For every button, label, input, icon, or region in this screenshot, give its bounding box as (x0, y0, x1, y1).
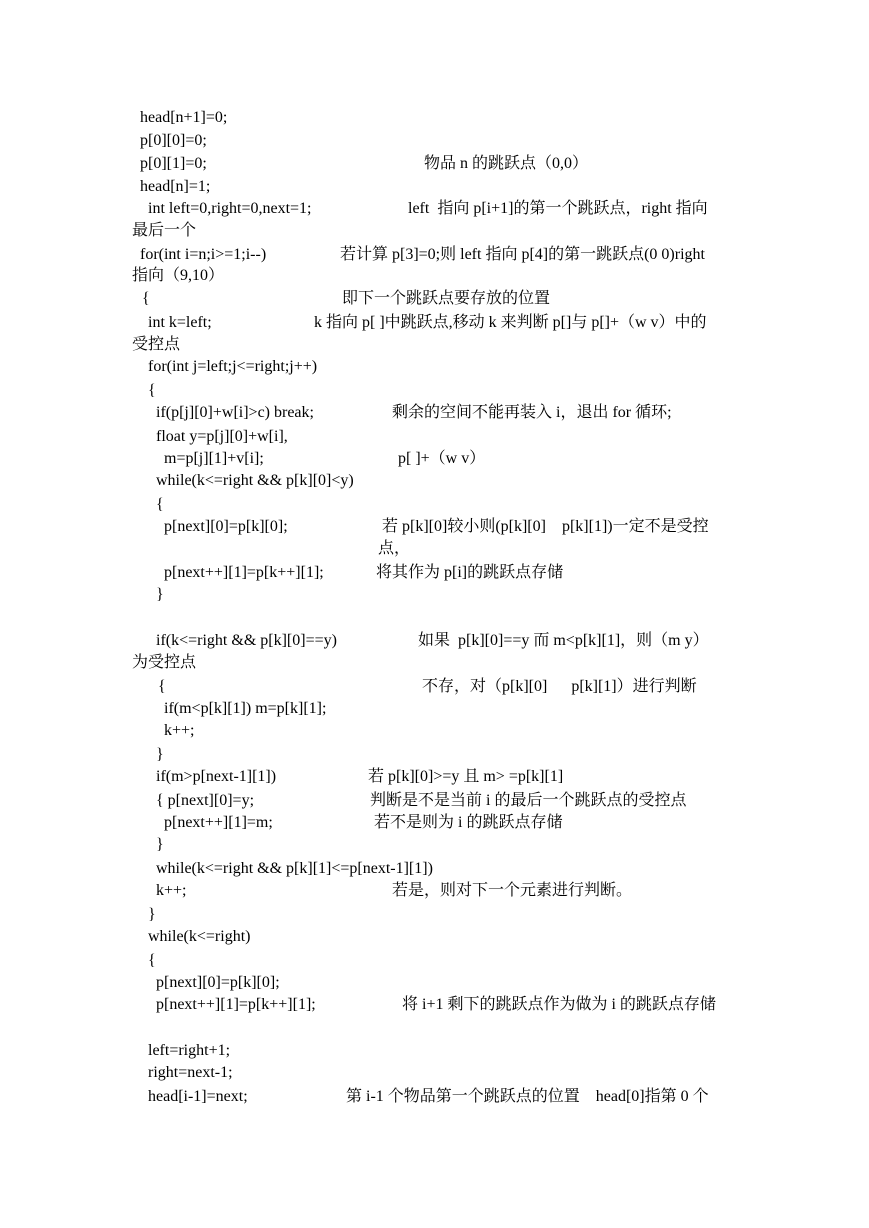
code-line: { (142, 290, 150, 307)
code-line: p[next][0]=p[k][0]; (156, 974, 280, 991)
code-line: } (156, 586, 164, 603)
comment-line: 若计算 p[3]=0;则 left 指向 p[4]的第一跳跃点(0 0)right (340, 246, 705, 263)
code-line: } (156, 746, 164, 763)
code-line: k++; (164, 722, 195, 739)
code-line: head[n+1]=0; (140, 109, 228, 126)
code-line: } (148, 906, 156, 923)
comment-line: 将 i+1 剩下的跳跃点作为做为 i 的跳跃点存储 (402, 996, 716, 1013)
code-line: while(k<=right && p[k][1]<=p[next-1][1]) (156, 860, 433, 877)
code-line: } (156, 836, 164, 853)
comment-line: 第 i-1 个物品第一个跳跃点的位置 head[0]指第 0 个 (346, 1088, 709, 1105)
code-line: p[0][1]=0; (140, 155, 207, 172)
comment-line: 受控点 (132, 336, 181, 353)
code-line: int left=0,right=0,next=1; (148, 200, 312, 217)
comment-line: k 指向 p[ ]中跳跃点,移动 k 来判断 p[]与 p[]+（w v）中的 (314, 314, 707, 331)
comment-line: 为受控点 (132, 654, 197, 671)
comment-line: 即下一个跳跃点要存放的位置 (342, 290, 551, 307)
code-line: if(m<p[k][1]) m=p[k][1]; (164, 700, 327, 717)
comment-line: 物品 n 的跳跃点（0,0） (424, 155, 589, 172)
code-line: m=p[j][1]+v[i]; (164, 450, 264, 467)
comment-line: 如果 p[k][0]==y 而 m<p[k][1]，则（m y） (418, 632, 709, 649)
comment-line: 最后一个 (132, 222, 197, 239)
code-line: for(int j=left;j<=right;j++) (148, 358, 318, 375)
comment-line: 将其作为 p[i]的跳跃点存储 (376, 564, 564, 581)
comment-line: left 指向 p[i+1]的第一个跳跃点，right 指向 (408, 200, 708, 217)
comment-line: 若是，则对下一个元素进行判断。 (392, 882, 633, 899)
code-line: p[next][0]=p[k][0]; (164, 518, 288, 535)
comment-line: 若 p[k][0]较小则(p[k][0] p[k][1])一定不是受控 (382, 518, 709, 535)
code-line: k++; (156, 882, 187, 899)
code-line: head[i-1]=next; (148, 1088, 248, 1105)
comment-line: p[ ]+（w v） (398, 450, 486, 467)
code-line: { p[next][0]=y; (156, 792, 255, 809)
code-line: head[n]=1; (140, 178, 211, 195)
code-line: { (156, 496, 164, 513)
code-line: p[next++][1]=p[k++][1]; (164, 564, 324, 581)
code-line: p[0][0]=0; (140, 132, 207, 149)
comment-line: 若不是则为 i 的跳跃点存储 (374, 814, 563, 831)
code-line: { (148, 952, 156, 969)
code-line: if(p[j][0]+w[i]>c) break; (156, 404, 314, 421)
code-line: p[next++][1]=m; (164, 814, 273, 831)
comment-line: 若 p[k][0]>=y 且 m> =p[k][1] (368, 768, 564, 785)
code-line: right=next-1; (148, 1064, 233, 1081)
comment-line: 不存，对（p[k][0] p[k][1]）进行判断 (422, 678, 697, 695)
code-line: while(k<=right) (148, 928, 251, 945)
code-line: if(k<=right && p[k][0]==y) (156, 632, 337, 649)
code-line: for(int i=n;i>=1;i--) (140, 246, 267, 263)
code-line: left=right+1; (148, 1042, 231, 1059)
comment-line: 点， (378, 540, 411, 557)
code-line: p[next++][1]=p[k++][1]; (156, 996, 316, 1013)
code-line: { (158, 678, 166, 695)
code-line: { (148, 382, 156, 399)
comment-line: 剩余的空间不能再装入 i，退出 for 循环; (392, 404, 672, 421)
comment-line: 判断是不是当前 i 的最后一个跳跃点的受控点 (370, 792, 687, 809)
code-line: while(k<=right && p[k][0]<y) (156, 472, 354, 489)
code-line: int k=left; (148, 314, 212, 331)
comment-line: 指向（9,10） (132, 267, 225, 284)
code-line: float y=p[j][0]+w[i], (156, 428, 288, 445)
code-line: if(m>p[next-1][1]) (156, 768, 277, 785)
